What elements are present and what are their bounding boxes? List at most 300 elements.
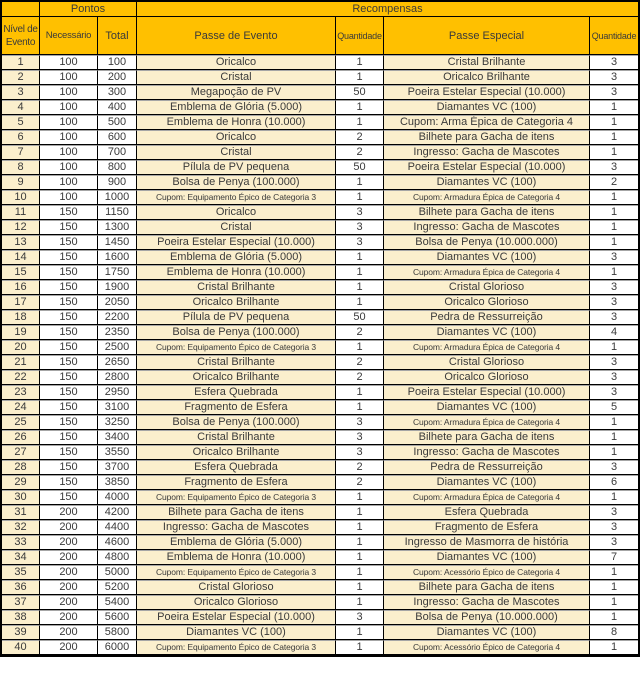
event-qty-cell: 1 [336,520,384,535]
necessary-cell: 150 [40,220,98,235]
special-pass-cell: Ingresso: Gacha de Mascotes [384,220,590,235]
level-cell: 5 [2,115,40,130]
table-row [2,295,638,310]
event-pass-cell: Diamantes VC (100) [137,625,336,640]
special-pass-column-header: Passe Especial [384,17,590,55]
event-pass-cell: Bolsa de Penya (100.000) [137,325,336,340]
necessary-cell: 200 [40,550,98,565]
total-cell: 5200 [98,580,137,595]
special-qty-cell: 1 [590,235,638,250]
level-cell: 31 [2,505,40,520]
level-cell: 37 [2,595,40,610]
level-cell: 16 [2,280,40,295]
event-pass-cell: Emblema de Glória (5.000) [137,535,336,550]
necessary-cell: 200 [40,535,98,550]
necessary-cell: 150 [40,475,98,490]
level-cell: 34 [2,550,40,565]
event-pass-cell: Cupom: Equipamento Épico de Categoria 3 [137,340,336,355]
necessary-cell: 100 [40,55,98,70]
total-cell: 4800 [98,550,137,565]
rewards-group-header: Recompensas [137,2,638,17]
header-group-row [2,2,638,17]
event-qty-cell: 3 [336,610,384,625]
event-pass-cell: Pílula de PV pequena [137,310,336,325]
special-pass-cell: Cupom: Armadura Épica de Categoria 4 [384,340,590,355]
event-pass-cell: Fragmento de Esfera [137,475,336,490]
special-pass-cell: Cristal Glorioso [384,280,590,295]
necessary-cell: 200 [40,640,98,655]
special-pass-cell: Ingresso de Masmorra de história [384,535,590,550]
total-cell: 1750 [98,265,137,280]
level-cell: 14 [2,250,40,265]
table-row [2,460,638,475]
event-pass-cell: Cristal Brilhante [137,280,336,295]
total-cell: 3400 [98,430,137,445]
necessary-cell: 100 [40,85,98,100]
level-cell: 2 [2,70,40,85]
special-qty-cell: 3 [590,520,638,535]
total-cell: 2650 [98,355,137,370]
total-column-header: Total [98,17,137,55]
event-qty-cell: 1 [336,115,384,130]
total-cell: 6000 [98,640,137,655]
special-qty-cell: 3 [590,250,638,265]
special-pass-cell: Cupom: Acessório Épico de Categoria 4 [384,640,590,655]
necessary-cell: 100 [40,130,98,145]
special-qty-cell: 3 [590,160,638,175]
special-pass-cell: Bolsa de Penya (10.000.000) [384,235,590,250]
level-cell: 6 [2,130,40,145]
event-qty-cell: 3 [336,205,384,220]
table-row [2,190,638,205]
event-pass-cell: Cupom: Equipamento Épico de Categoria 3 [137,565,336,580]
level-cell: 39 [2,625,40,640]
event-qty-cell: 1 [336,385,384,400]
total-cell: 1300 [98,220,137,235]
event-qty-cell: 1 [336,580,384,595]
event-qty-cell: 1 [336,625,384,640]
table-row [2,130,638,145]
necessary-cell: 200 [40,505,98,520]
table-row [2,160,638,175]
special-qty-cell: 1 [590,220,638,235]
special-qty-cell: 1 [590,610,638,625]
table-row [2,220,638,235]
table-row [2,265,638,280]
special-qty-cell: 1 [590,265,638,280]
necessary-cell: 150 [40,205,98,220]
event-qty-cell: 1 [336,550,384,565]
special-qty-cell: 8 [590,625,638,640]
level-cell: 38 [2,610,40,625]
total-cell: 2200 [98,310,137,325]
necessary-cell: 150 [40,385,98,400]
table-row [2,475,638,490]
level-cell: 36 [2,580,40,595]
table-row [2,310,638,325]
level-cell: 26 [2,430,40,445]
event-pass-cell: Emblema de Honra (10.000) [137,550,336,565]
event-qty-cell: 1 [336,640,384,655]
event-pass-cell: Emblema de Glória (5.000) [137,250,336,265]
event-pass-cell: Cristal [137,70,336,85]
event-pass-cell: Oricalco [137,205,336,220]
table-row [2,355,638,370]
special-qty-cell: 1 [590,100,638,115]
total-cell: 4000 [98,490,137,505]
special-pass-cell: Oricalco Glorioso [384,370,590,385]
table-row [2,520,638,535]
level-cell: 18 [2,310,40,325]
special-qty-cell: 3 [590,460,638,475]
event-pass-cell: Cristal [137,220,336,235]
necessary-cell: 150 [40,460,98,475]
special-pass-cell: Bilhete para Gacha de itens [384,580,590,595]
special-quantity-column-header: Quantidade [590,17,638,55]
special-pass-cell: Cupom: Acessório Épico de Categoria 4 [384,565,590,580]
special-pass-cell: Cristal Brilhante [384,55,590,70]
special-qty-cell: 3 [590,385,638,400]
total-cell: 900 [98,175,137,190]
event-pass-cell: Cupom: Equipamento Épico de Categoria 3 [137,490,336,505]
event-pass-cell: Bolsa de Penya (100.000) [137,415,336,430]
event-qty-cell: 1 [336,535,384,550]
table-row [2,175,638,190]
event-pass-cell: Oricalco [137,130,336,145]
event-qty-cell: 3 [336,415,384,430]
necessary-cell: 150 [40,370,98,385]
total-cell: 5600 [98,610,137,625]
total-cell: 500 [98,115,137,130]
event-quantity-column-header: Quantidade [336,17,384,55]
level-cell: 8 [2,160,40,175]
event-pass-cell: Oricalco Brilhante [137,445,336,460]
event-qty-cell: 1 [336,70,384,85]
special-qty-cell: 1 [590,205,638,220]
necessary-cell: 100 [40,100,98,115]
event-pass-cell: Emblema de Glória (5.000) [137,100,336,115]
necessary-cell: 200 [40,595,98,610]
event-qty-cell: 1 [336,400,384,415]
necessary-cell: 150 [40,295,98,310]
total-cell: 200 [98,70,137,85]
level-cell: 9 [2,175,40,190]
necessary-cell: 100 [40,175,98,190]
special-qty-cell: 2 [590,175,638,190]
total-cell: 2050 [98,295,137,310]
special-pass-cell: Pedra de Ressurreição [384,460,590,475]
event-qty-cell: 1 [336,55,384,70]
event-qty-cell: 2 [336,460,384,475]
special-pass-cell: Diamantes VC (100) [384,400,590,415]
special-pass-cell: Diamantes VC (100) [384,100,590,115]
event-pass-cell: Megapoção de PV [137,85,336,100]
total-cell: 3550 [98,445,137,460]
special-qty-cell: 1 [590,640,638,655]
event-qty-cell: 1 [336,280,384,295]
level-cell: 10 [2,190,40,205]
event-qty-cell: 2 [336,145,384,160]
special-qty-cell: 4 [590,325,638,340]
event-qty-cell: 2 [336,475,384,490]
level-cell: 19 [2,325,40,340]
table-row [2,280,638,295]
level-cell: 7 [2,145,40,160]
header-row [2,17,638,55]
level-cell: 30 [2,490,40,505]
event-pass-column-header: Passe de Evento [137,17,336,55]
special-qty-cell: 3 [590,85,638,100]
table-row [2,385,638,400]
special-pass-cell: Cristal Glorioso [384,355,590,370]
event-pass-cell: Cristal [137,145,336,160]
table-row [2,490,638,505]
special-qty-cell: 1 [590,340,638,355]
event-pass-cell: Pílula de PV pequena [137,160,336,175]
special-pass-cell: Bilhete para Gacha de itens [384,205,590,220]
table-row [2,370,638,385]
special-pass-cell: Ingresso: Gacha de Mascotes [384,445,590,460]
table-header [2,2,638,55]
total-cell: 5400 [98,595,137,610]
event-pass-cell: Cupom: Equipamento Épico de Categoria 3 [137,640,336,655]
necessary-cell: 150 [40,400,98,415]
event-qty-cell: 50 [336,85,384,100]
level-cell: 13 [2,235,40,250]
total-cell: 2950 [98,385,137,400]
level-cell: 21 [2,355,40,370]
necessary-cell: 150 [40,445,98,460]
special-pass-cell: Cupom: Armadura Épica de Categoria 4 [384,265,590,280]
special-pass-cell: Bilhete para Gacha de itens [384,130,590,145]
event-qty-cell: 2 [336,370,384,385]
level-cell: 23 [2,385,40,400]
necessary-cell: 150 [40,235,98,250]
special-qty-cell: 1 [590,580,638,595]
total-cell: 2800 [98,370,137,385]
event-qty-cell: 50 [336,310,384,325]
special-qty-cell: 1 [590,145,638,160]
event-qty-cell: 1 [336,190,384,205]
total-cell: 3700 [98,460,137,475]
special-pass-cell: Diamantes VC (100) [384,475,590,490]
event-qty-cell: 1 [336,295,384,310]
special-pass-cell: Diamantes VC (100) [384,250,590,265]
total-cell: 800 [98,160,137,175]
necessary-cell: 100 [40,190,98,205]
special-qty-cell: 1 [590,445,638,460]
level-cell: 11 [2,205,40,220]
total-cell: 1600 [98,250,137,265]
level-cell: 12 [2,220,40,235]
special-qty-cell: 1 [590,190,638,205]
special-qty-cell: 3 [590,355,638,370]
table-row [2,625,638,640]
special-qty-cell: 7 [590,550,638,565]
special-qty-cell: 1 [590,490,638,505]
table-row [2,250,638,265]
table-row [2,415,638,430]
table-row [2,235,638,250]
table-row [2,70,638,85]
special-pass-cell: Diamantes VC (100) [384,625,590,640]
level-cell: 1 [2,55,40,70]
event-pass-cell: Oricalco Brilhante [137,295,336,310]
table-row [2,340,638,355]
table-row [2,565,638,580]
special-pass-cell: Ingresso: Gacha de Mascotes [384,145,590,160]
event-pass-cell: Cristal Brilhante [137,430,336,445]
necessary-cell: 150 [40,265,98,280]
necessary-cell: 200 [40,565,98,580]
special-pass-cell: Poeira Estelar Especial (10.000) [384,385,590,400]
level-cell: 25 [2,415,40,430]
event-pass-cell: Bolsa de Penya (100.000) [137,175,336,190]
table-row [2,535,638,550]
event-pass-cell: Fragmento de Esfera [137,400,336,415]
event-qty-cell: 2 [336,130,384,145]
necessary-cell: 200 [40,610,98,625]
event-qty-cell: 3 [336,220,384,235]
total-cell: 2500 [98,340,137,355]
special-qty-cell: 1 [590,130,638,145]
special-qty-cell: 6 [590,475,638,490]
necessary-cell: 150 [40,325,98,340]
level-cell: 32 [2,520,40,535]
level-cell: 15 [2,265,40,280]
special-qty-cell: 3 [590,55,638,70]
necessary-cell: 100 [40,115,98,130]
event-qty-cell: 1 [336,340,384,355]
event-qty-cell: 3 [336,430,384,445]
special-pass-cell: Oricalco Glorioso [384,295,590,310]
special-pass-cell: Cupom: Armadura Épica de Categoria 4 [384,190,590,205]
event-qty-cell: 3 [336,235,384,250]
necessary-cell: 100 [40,160,98,175]
special-qty-cell: 3 [590,70,638,85]
necessary-cell: 150 [40,355,98,370]
event-pass-cell: Oricalco Brilhante [137,370,336,385]
event-qty-cell: 1 [336,175,384,190]
event-qty-cell: 1 [336,250,384,265]
total-cell: 5000 [98,565,137,580]
necessary-cell: 150 [40,310,98,325]
table-row [2,145,638,160]
total-cell: 3250 [98,415,137,430]
event-pass-cell: Esfera Quebrada [137,385,336,400]
total-cell: 1900 [98,280,137,295]
necessary-cell: 200 [40,625,98,640]
special-qty-cell: 3 [590,295,638,310]
total-cell: 1450 [98,235,137,250]
level-cell: 33 [2,535,40,550]
total-cell: 4600 [98,535,137,550]
total-cell: 4200 [98,505,137,520]
special-pass-cell: Cupom: Armadura Épica de Categoria 4 [384,490,590,505]
table-row [2,580,638,595]
total-cell: 1150 [98,205,137,220]
table-row [2,55,638,70]
event-pass-cell: Bilhete para Gacha de itens [137,505,336,520]
special-pass-cell: Cupom: Armadura Épica de Categoria 4 [384,415,590,430]
event-qty-cell: 1 [336,595,384,610]
event-pass-cell: Cupom: Equipamento Épico de Categoria 3 [137,190,336,205]
event-qty-cell: 2 [336,355,384,370]
level-cell: 3 [2,85,40,100]
total-cell: 3850 [98,475,137,490]
total-cell: 700 [98,145,137,160]
necessary-column-header: Necessário [40,17,98,55]
event-qty-cell: 1 [336,490,384,505]
level-cell: 4 [2,100,40,115]
necessary-cell: 150 [40,430,98,445]
special-pass-cell: Diamantes VC (100) [384,325,590,340]
special-pass-cell: Cupom: Arma Épica de Categoria 4 [384,115,590,130]
special-qty-cell: 3 [590,505,638,520]
event-qty-cell: 50 [336,160,384,175]
necessary-cell: 150 [40,415,98,430]
special-qty-cell: 3 [590,310,638,325]
event-pass-cell: Oricalco [137,55,336,70]
table-row [2,205,638,220]
necessary-cell: 150 [40,340,98,355]
necessary-cell: 150 [40,490,98,505]
special-pass-cell: Ingresso: Gacha de Mascotes [384,595,590,610]
special-pass-cell: Fragmento de Esfera [384,520,590,535]
table-row [2,640,638,655]
special-qty-cell: 3 [590,535,638,550]
special-qty-cell: 1 [590,415,638,430]
table-row [2,115,638,130]
event-pass-cell: Emblema de Honra (10.000) [137,265,336,280]
total-cell: 600 [98,130,137,145]
special-qty-cell: 1 [590,595,638,610]
special-qty-cell: 3 [590,370,638,385]
level-cell: 29 [2,475,40,490]
event-pass-cell: Cristal Brilhante [137,355,336,370]
special-pass-cell: Oricalco Brilhante [384,70,590,85]
special-pass-cell: Poeira Estelar Especial (10.000) [384,160,590,175]
table-row [2,595,638,610]
total-cell: 5800 [98,625,137,640]
special-qty-cell: 1 [590,565,638,580]
total-cell: 4400 [98,520,137,535]
necessary-cell: 200 [40,520,98,535]
level-cell: 28 [2,460,40,475]
special-pass-cell: Bolsa de Penya (10.000.000) [384,610,590,625]
table-row [2,100,638,115]
level-cell: 22 [2,370,40,385]
special-qty-cell: 3 [590,280,638,295]
total-cell: 300 [98,85,137,100]
event-qty-cell: 3 [336,445,384,460]
event-qty-cell: 1 [336,265,384,280]
total-cell: 100 [98,55,137,70]
level-cell: 24 [2,400,40,415]
level-cell: 35 [2,565,40,580]
table-row [2,430,638,445]
necessary-cell: 100 [40,70,98,85]
level-column-header: Nível de Evento [2,17,40,55]
special-pass-cell: Diamantes VC (100) [384,550,590,565]
event-pass-cell: Emblema de Honra (10.000) [137,115,336,130]
necessary-cell: 200 [40,580,98,595]
level-cell: 17 [2,295,40,310]
table-row [2,325,638,340]
table-row [2,505,638,520]
level-cell: 40 [2,640,40,655]
necessary-cell: 150 [40,250,98,265]
